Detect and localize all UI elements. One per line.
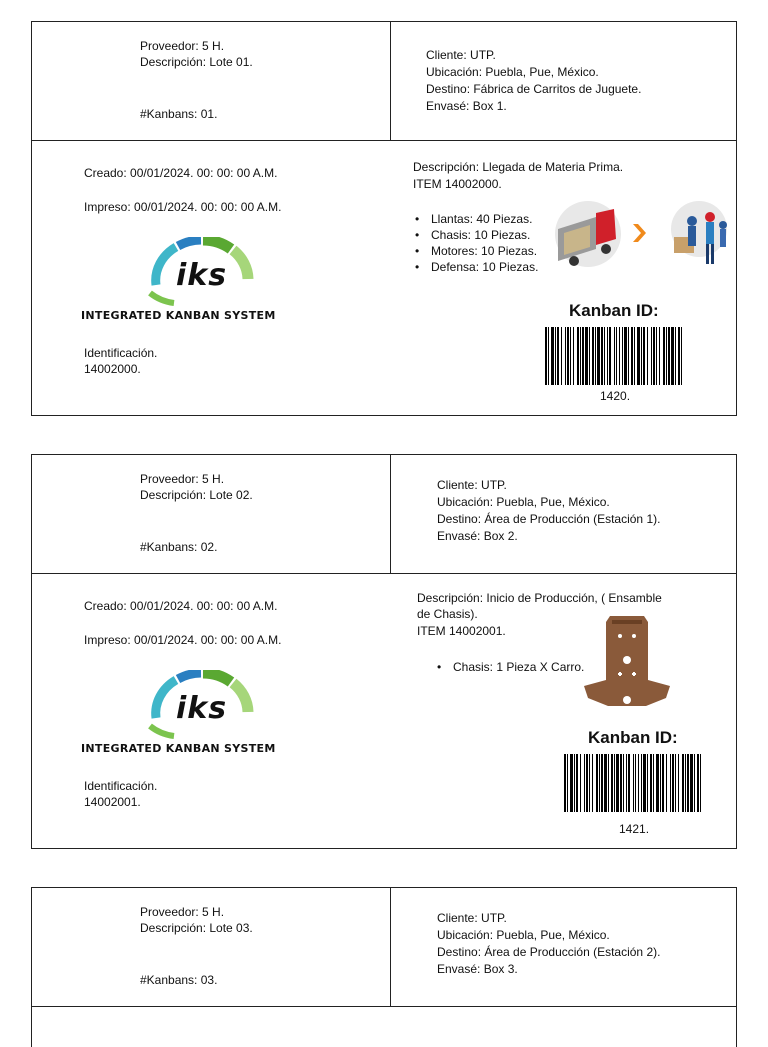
kanban-number: 1421.	[619, 822, 650, 836]
impreso-text: Impreso: 00/01/2024. 00: 00: 00 A.M.	[84, 200, 282, 214]
item-list	[413, 211, 538, 275]
identificacion-label: Identificación.	[84, 779, 158, 793]
proveedor-text: Proveedor: 5 H.	[140, 472, 225, 486]
creado-text: Creado: 00/01/2024. 00: 00: 00 A.M.	[84, 599, 278, 613]
descripcion-line-1: Descripción: Inicio de Producción, ( Ensamble	[417, 591, 662, 605]
kanban-card-2	[31, 454, 737, 849]
barcode	[563, 754, 703, 812]
envase-text: Envasé: Box 1.	[426, 99, 507, 113]
identificacion-label: Identificación.	[84, 346, 158, 360]
proveedor-text: Proveedor: 5 H.	[140, 905, 225, 919]
descripcion-line-2: ITEM 14002000.	[413, 177, 502, 191]
destino-text: Destino: Fábrica de Carritos de Juguete.	[426, 82, 642, 96]
cliente-text: Cliente: UTP.	[437, 478, 507, 492]
destino-text: Destino: Área de Producción (Estación 2).	[437, 945, 661, 959]
lote-description: Descripción: Lote 02.	[140, 488, 253, 502]
card-body	[32, 574, 736, 848]
envase-text: Envasé: Box 3.	[437, 962, 518, 976]
truck-icon	[554, 199, 622, 269]
kanbans-count: #Kanbans: 02.	[140, 540, 218, 554]
header-divider	[390, 22, 391, 140]
creado-text: Creado: 00/01/2024. 00: 00: 00 A.M.	[84, 166, 278, 180]
destino-text: Destino: Área de Producción (Estación 1).	[437, 512, 661, 526]
kanbans-count: #Kanbans: 03.	[140, 973, 218, 987]
iks-logo-text: iks	[176, 258, 228, 293]
kanban-id-label: Kanban ID:	[588, 728, 678, 747]
ubicacion-text: Ubicación: Puebla, Pue, México.	[437, 495, 610, 509]
ubicacion-text: Ubicación: Puebla, Pue, México.	[437, 928, 610, 942]
descripcion-line-1: Descripción: Llegada de Materia Prima.	[413, 160, 624, 174]
identificacion-value: 14002001.	[84, 795, 141, 809]
list-item: • Llantas: 40 Piezas.	[431, 211, 538, 227]
kanban-id-label: Kanban ID:	[569, 301, 659, 320]
iks-logo-text: iks	[176, 691, 228, 726]
ubicacion-text: Ubicación: Puebla, Pue, México.	[426, 65, 599, 79]
cliente-text: Cliente: UTP.	[426, 48, 496, 62]
arrow-right-icon	[632, 223, 648, 243]
lote-description: Descripción: Lote 01.	[140, 55, 253, 69]
kanban-number: 1420.	[600, 389, 631, 403]
kanban-card-3	[31, 887, 737, 1047]
list-item: • Motores: 10 Piezas.	[431, 243, 538, 259]
header-divider	[390, 455, 391, 573]
list-item: • Chasis: 10 Piezas.	[431, 227, 538, 243]
chassis-icon	[582, 614, 672, 716]
iks-logo-caption: INTEGRATED KANBAN SYSTEM	[81, 309, 276, 322]
kanbans-count: #Kanbans: 01.	[140, 107, 218, 121]
identificacion-value: 14002000.	[84, 362, 141, 376]
barcode	[544, 327, 684, 385]
item-list	[435, 659, 584, 675]
card-header	[32, 888, 736, 1007]
impreso-text: Impreso: 00/01/2024. 00: 00: 00 A.M.	[84, 633, 282, 647]
lote-description: Descripción: Lote 03.	[140, 921, 253, 935]
card-header	[32, 22, 736, 141]
cliente-text: Cliente: UTP.	[437, 911, 507, 925]
list-item: • Chasis: 1 Pieza X Carro.	[453, 659, 584, 675]
descripcion-line-3: ITEM 14002001.	[417, 624, 506, 638]
card-header	[32, 455, 736, 574]
envase-text: Envasé: Box 2.	[437, 529, 518, 543]
header-divider	[390, 888, 391, 1006]
workers-icon	[668, 199, 730, 269]
descripcion-line-2: de Chasis).	[417, 607, 478, 621]
list-item: • Defensa: 10 Piezas.	[431, 259, 538, 275]
kanban-card-1	[31, 21, 737, 416]
card-body	[32, 141, 736, 415]
proveedor-text: Proveedor: 5 H.	[140, 39, 225, 53]
iks-logo-caption: INTEGRATED KANBAN SYSTEM	[81, 742, 276, 755]
